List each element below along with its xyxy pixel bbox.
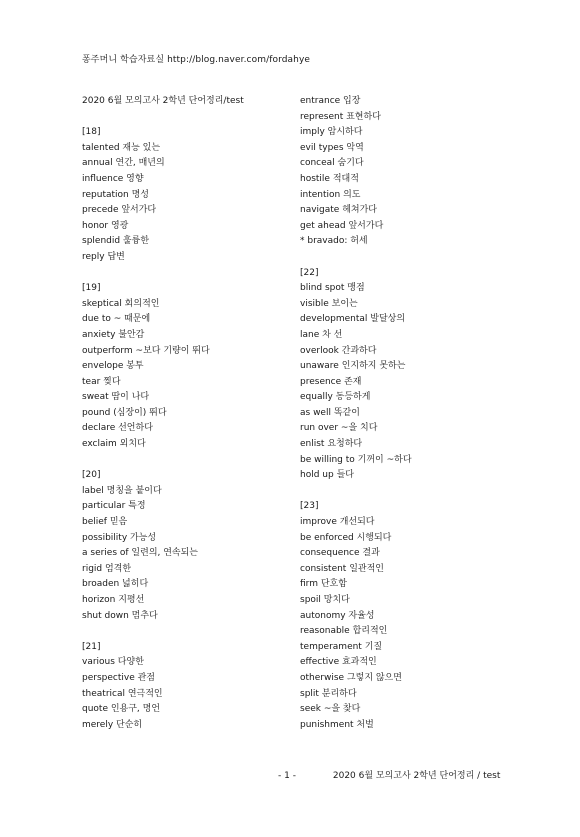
vocab-item: influence 영향 bbox=[82, 173, 144, 184]
vocab-item: conceal 숨기다 bbox=[300, 158, 364, 169]
vocab-item: developmental 발달상의 bbox=[300, 314, 406, 325]
vocab-item: shut down 멈추다 bbox=[82, 610, 158, 621]
vocab-item: reputation 명성 bbox=[82, 189, 149, 200]
vocab-item: various 다양한 bbox=[82, 657, 144, 668]
vocab-item: consequence 결과 bbox=[300, 548, 380, 559]
vocab-item: get ahead 앞서가다 bbox=[300, 220, 384, 231]
page-footer bbox=[278, 768, 500, 781]
vocab-item: temperament 기질 bbox=[300, 641, 383, 652]
section-heading-18: [18] bbox=[82, 127, 101, 138]
vocab-item: lane 차 선 bbox=[300, 329, 343, 340]
vocab-item: seek ~을 찾다 bbox=[300, 704, 361, 715]
section-heading-20: [20] bbox=[82, 470, 101, 481]
vocab-item: represent 표현하다 bbox=[300, 111, 381, 122]
vocab-item: hold up 들다 bbox=[300, 470, 354, 481]
vocab-item: spoil 망치다 bbox=[300, 595, 350, 605]
vocab-item: rigid 엄격한 bbox=[82, 563, 132, 574]
vocab-item: particular 특정 bbox=[82, 501, 146, 512]
vocab-item: entrance 입장 bbox=[300, 96, 361, 106]
vocab-item: outperform ~보다 기량이 뛰다 bbox=[82, 345, 210, 356]
vocab-item: hostile 적대적 bbox=[300, 173, 359, 184]
vocab-item: otherwise 그렇지 않으면 bbox=[300, 672, 402, 683]
vocab-item: talented 재능 있는 bbox=[82, 142, 161, 153]
vocab-item: blind spot 맹점 bbox=[300, 283, 365, 294]
vocab-item: * bravado: 허세 bbox=[300, 236, 368, 247]
vocab-item: exclaim 외치다 bbox=[82, 439, 146, 450]
vocab-item: a series of 일련의, 연속되는 bbox=[82, 548, 199, 559]
vocab-item: unaware 인지하지 못하는 bbox=[300, 361, 406, 372]
vocab-item: broaden 넓히다 bbox=[82, 579, 149, 590]
page-number: - 1 - bbox=[278, 771, 296, 781]
footer-title: 2020 6월 모의고사 2학년 단어정리 / test bbox=[332, 771, 501, 781]
vocab-item: navigate 헤쳐가다 bbox=[300, 205, 377, 216]
vocab-item: skeptical 회의적인 bbox=[82, 298, 160, 309]
vocab-item: run over ~을 치다 bbox=[300, 423, 378, 434]
vocab-item: possibility 가능성 bbox=[82, 532, 157, 543]
vocab-item: enlist 요청하다 bbox=[300, 439, 363, 450]
vocab-item: consistent 일관적인 bbox=[300, 563, 384, 574]
vocab-item: precede 앞서가다 bbox=[82, 205, 157, 216]
vocab-item: intention 의도 bbox=[300, 189, 361, 200]
vocab-item: theatrical 연극적인 bbox=[82, 688, 163, 699]
vocab-item: anxiety 불안감 bbox=[82, 329, 145, 340]
section-heading-23: [23] bbox=[300, 501, 319, 512]
vocab-item: autonomy 자율성 bbox=[300, 610, 375, 621]
vocab-item: as well 똑같이 bbox=[300, 407, 360, 418]
vocab-item: label 명칭을 붙이다 bbox=[82, 485, 162, 496]
vocab-item: belief 믿음 bbox=[82, 517, 128, 528]
section-heading-21: [21] bbox=[82, 641, 101, 652]
vocab-item: equally 동등하게 bbox=[300, 392, 371, 403]
vocab-item: tear 찢다 bbox=[82, 376, 121, 387]
vocab-item: honor 영광 bbox=[82, 220, 129, 231]
vocab-item: visible 보이는 bbox=[300, 298, 358, 309]
vocab-item: overlook 간과하다 bbox=[300, 345, 377, 356]
vocab-item: presence 존재 bbox=[300, 376, 362, 387]
left-column bbox=[82, 94, 292, 733]
vocab-item: reply 답변 bbox=[82, 251, 125, 262]
vocab-item: improve 개선되다 bbox=[300, 517, 375, 528]
page-header: 퐁주머니 학습자료실 http://blog.naver.com/fordahye bbox=[82, 55, 311, 65]
vocab-item: merely 단순히 bbox=[82, 719, 143, 730]
vocab-item: reasonable 합리적인 bbox=[300, 626, 388, 637]
vocab-item: sweat 땀이 나다 bbox=[82, 392, 150, 403]
vocab-item: declare 선언하다 bbox=[82, 423, 153, 434]
vocab-item: be enforced 시행되다 bbox=[300, 532, 392, 543]
vocab-item: annual 연간, 매년의 bbox=[82, 158, 165, 169]
document-title: 2020 6월 모의고사 2학년 단어정리/test bbox=[82, 96, 244, 106]
vocab-item: effective 효과적인 bbox=[300, 657, 377, 668]
vocab-item: be willing to 기꺼이 ~하다 bbox=[300, 454, 412, 465]
right-column bbox=[300, 94, 510, 733]
vocab-item: evil types 악역 bbox=[300, 142, 364, 153]
vocab-item: envelope 봉투 bbox=[82, 361, 144, 372]
vocab-item: firm 단호함 bbox=[300, 579, 347, 590]
section-heading-19: [19] bbox=[82, 283, 101, 294]
vocab-item: pound (심장이) 뛰다 bbox=[82, 407, 167, 418]
vocab-item: imply 암시하다 bbox=[300, 127, 363, 138]
vocab-item: split 분리하다 bbox=[300, 688, 357, 699]
vocab-item: splendid 훌륭한 bbox=[82, 236, 150, 247]
vocab-item: horizon 지평선 bbox=[82, 595, 145, 605]
vocab-item: perspective 관점 bbox=[82, 672, 155, 683]
vocab-item: due to ~ 때문에 bbox=[82, 314, 151, 325]
vocab-item: punishment 처벌 bbox=[300, 719, 374, 730]
section-heading-22: [22] bbox=[300, 267, 319, 278]
vocab-item: quote 인용구, 명언 bbox=[82, 704, 161, 715]
